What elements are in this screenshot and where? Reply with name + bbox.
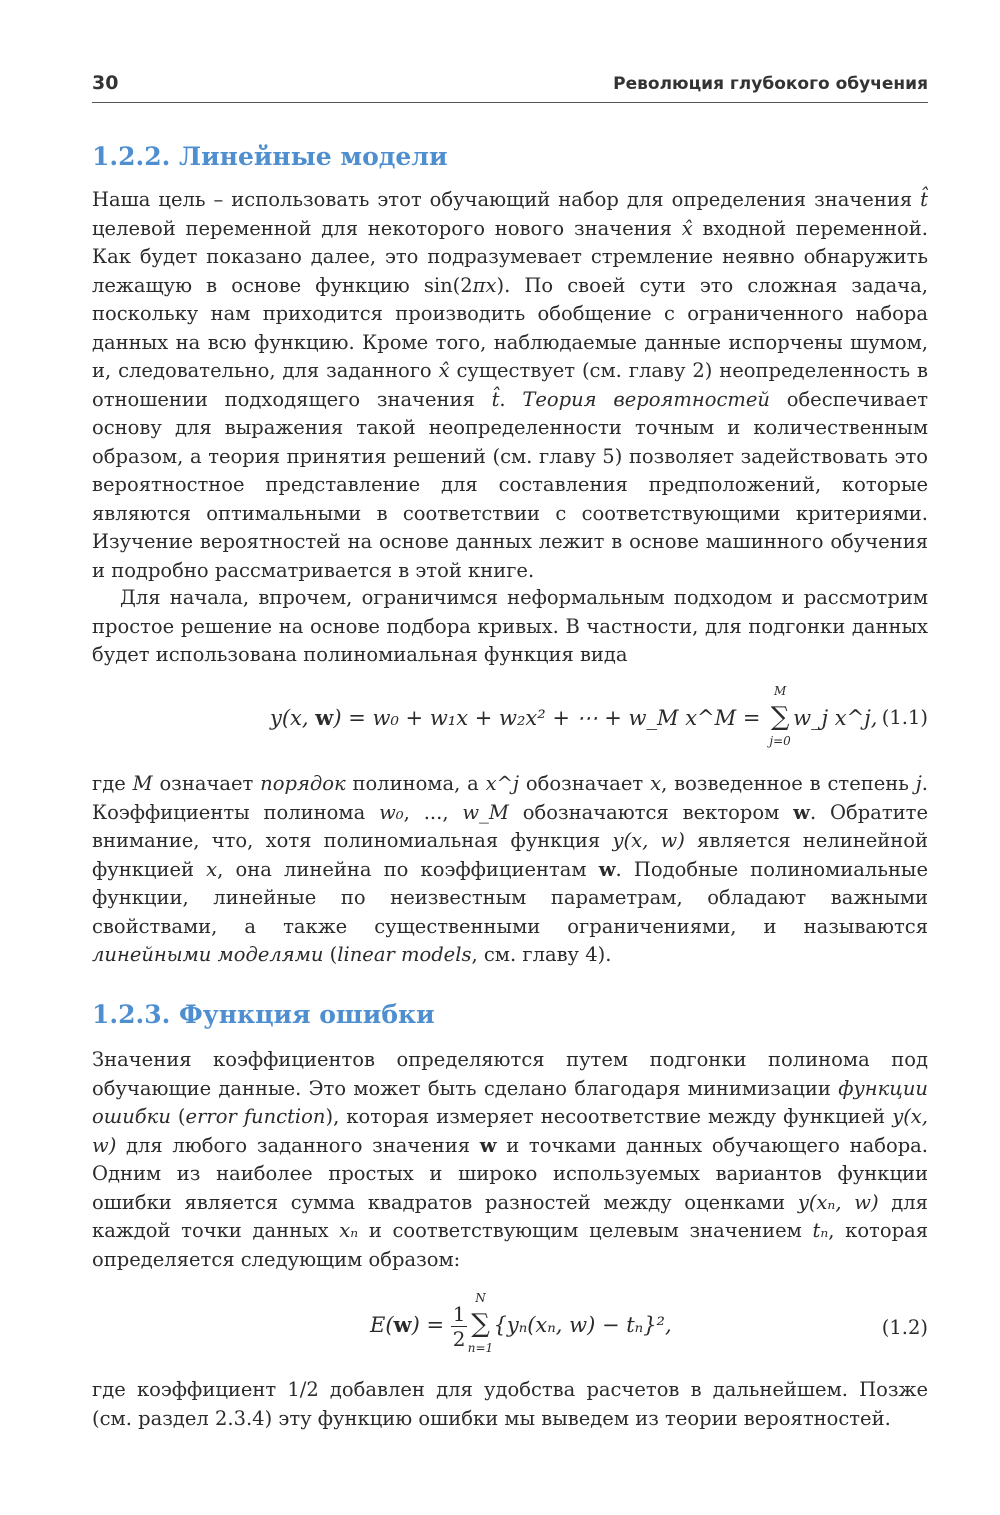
- equation-number: (1.1): [881, 706, 928, 729]
- section-heading-linear-models: 1.2.2. Линейные модели: [92, 142, 448, 171]
- text: (: [323, 943, 338, 966]
- math-j: j: [915, 772, 922, 795]
- eq-equals: ) =: [411, 1313, 451, 1337]
- eq-rhs: ) = w₀ + w₁x + w₂x² + ⋯ + w_M x^M =: [333, 706, 768, 730]
- term-linear-models-en: linear models: [337, 943, 472, 966]
- text: целевой переменной для некоторого нового значения: [92, 216, 682, 240]
- equation-1-2: [92, 1290, 928, 1370]
- text: ), которая измеряет несоответствие между функцией: [325, 1105, 893, 1128]
- equation-body: [270, 684, 878, 748]
- equation-1-1: [92, 684, 928, 768]
- term-linear-models: линейными моделями: [92, 943, 324, 966]
- text: , которая определяется следующим образом:: [92, 1219, 929, 1271]
- text: , ...,: [403, 800, 463, 824]
- text: . Коэффициенты полинома: [92, 772, 928, 824]
- term-probability-theory: Теория вероятностей: [522, 387, 770, 411]
- math-x: x: [650, 772, 662, 795]
- paragraph-curve-fitting: Для начала, впрочем, ограничимся неформальным подходом и рассмотрим простое решение на основе подбора кривых. В частности, для подгонки данных будет использована полиномиальная функция вида: [92, 586, 928, 666]
- section-heading-error-function: 1.2.3. Функция ошибки: [92, 1000, 435, 1029]
- paragraph-error-function: [92, 1046, 928, 1274]
- text: для любого заданного значения: [116, 1133, 480, 1157]
- math-xn: xₙ: [339, 1219, 359, 1242]
- text: .: [499, 387, 523, 411]
- math-t-hat: t̂: [920, 188, 928, 211]
- sum-lower-limit: n=1: [467, 1341, 494, 1355]
- text: , возведенное в степень: [661, 772, 916, 795]
- math-y-x-w: y(x, w): [92, 1105, 929, 1157]
- text: входной переменной. Как будет показано далее, это подразумевает стремление неявно обнаружить лежащую в основе функцию sin(2: [92, 216, 928, 297]
- math-pi-x: πx: [472, 273, 497, 297]
- text: где: [92, 772, 133, 795]
- text: означает: [152, 772, 261, 795]
- text: является нелинейной функцией: [92, 829, 928, 881]
- eq-lhs: y(x,: [270, 706, 316, 730]
- eq-w-vector: w: [393, 1312, 412, 1337]
- text: существует (см. главу 2) неопределенность в отношении подходящего значения: [92, 359, 928, 411]
- text: для каждой точки данных: [92, 1190, 928, 1242]
- text: . Обратите внимание, что, хотя полиномиальная функция: [92, 800, 928, 852]
- fraction-numerator: 1: [452, 1302, 466, 1326]
- math-w-vector: w: [793, 800, 810, 824]
- sum-upper-limit: N: [475, 1291, 486, 1305]
- text: Значения коэффициентов определяются путем подгонки полинома под обучающие данные. Это может быть сделано благодаря минимизации: [92, 1048, 928, 1100]
- eq-lhs: E(: [370, 1313, 394, 1337]
- text: Наша цель – использовать этот обучающий набор для определения значения: [92, 188, 921, 211]
- math-y-x-w: y(x, w): [612, 829, 685, 852]
- math-x-power-j: x^j: [485, 772, 520, 795]
- running-header: [92, 72, 928, 103]
- eq-w-vector: w: [315, 705, 334, 730]
- text: полинома, а: [345, 772, 486, 795]
- term-error-function-en: error function: [185, 1105, 326, 1128]
- text: обозначаются вектором: [508, 800, 794, 824]
- text: и соответствующим целевым значением: [358, 1219, 813, 1242]
- sum-body: w_j x^j,: [793, 706, 878, 730]
- math-t-hat: t̂: [491, 387, 500, 411]
- math-x-hat: x̂: [438, 359, 450, 382]
- paragraph-coefficient-half: где коэффициент 1/2 добавлен для удобства расчетов в дальнейшем. Позже (см. раздел 2.3.4) эту функцию ошибки мы выведем из теории вероятностей.: [92, 1378, 928, 1430]
- chapter-title: Революция глубокого обучения: [613, 74, 928, 94]
- sum-body: {yₙ(xₙ, w) − tₙ}²,: [493, 1313, 672, 1337]
- math-y-xn-w: y(xₙ, w): [797, 1190, 879, 1214]
- text: и точками данных обучающего набора. Одним из наиболее простых и широко используемых вариантов функции ошибки является сумма квадратов разностей между оценками: [92, 1133, 928, 1214]
- equation-number: (1.2): [881, 1316, 928, 1339]
- equation-body: [370, 1291, 672, 1355]
- text: . Подобные полиномиальные функции, линейные по неизвестным параметрам, обладают важными свойствами, а также существенными ограничениями, и называются: [92, 857, 928, 938]
- term-order: порядок: [260, 772, 346, 795]
- summation-symbol: ∑ M j=0: [767, 702, 793, 732]
- math-w-vector: w: [598, 857, 616, 881]
- math-M: M: [132, 772, 153, 795]
- math-w0: w₀: [379, 800, 404, 824]
- text: , см. главу 4).: [471, 943, 612, 966]
- fraction-one-half: [451, 1302, 468, 1351]
- text: (: [170, 1105, 186, 1128]
- text: обеспечивает основу для выражения такой неопределенности точным и количественным образом, а теория принятия решений (см. главу 5) позволяет задействовать это вероятностное представление для составления предположений, которые являются оптимальными в соответствии с соответствующими критериями. Изучение вероятностей на основе данных лежит в основе машинного обучения и подробно рассматривается в этой книге.: [92, 387, 928, 582]
- text: ). По своей сути это сложная задача, поскольку нам приходится производить обобщение с ограниченного набора данных на всю функцию. Кроме того, наблюдаемые данные испорчены шумом, и, следовательно, для заданного: [92, 273, 928, 382]
- summation-symbol: ∑ N n=1: [467, 1291, 494, 1355]
- term-error-function: функции ошибки: [92, 1076, 928, 1128]
- math-w-vector: w: [479, 1133, 497, 1157]
- paragraph-goal: [92, 186, 928, 585]
- page-number: 30: [92, 72, 119, 94]
- math-tn: tₙ: [812, 1219, 829, 1242]
- fraction-denominator: 2: [452, 1327, 466, 1351]
- text: , она линейна по коэффициентам: [217, 857, 599, 881]
- math-x-hat: x̂: [681, 216, 693, 240]
- paragraph-polynomial-order: [92, 770, 928, 970]
- sum-upper-limit: M: [773, 684, 787, 698]
- text: обозначает: [519, 772, 651, 795]
- math-x: x: [206, 857, 218, 881]
- sum-lower-limit: j=0: [769, 734, 791, 748]
- math-wM: w_M: [462, 800, 509, 824]
